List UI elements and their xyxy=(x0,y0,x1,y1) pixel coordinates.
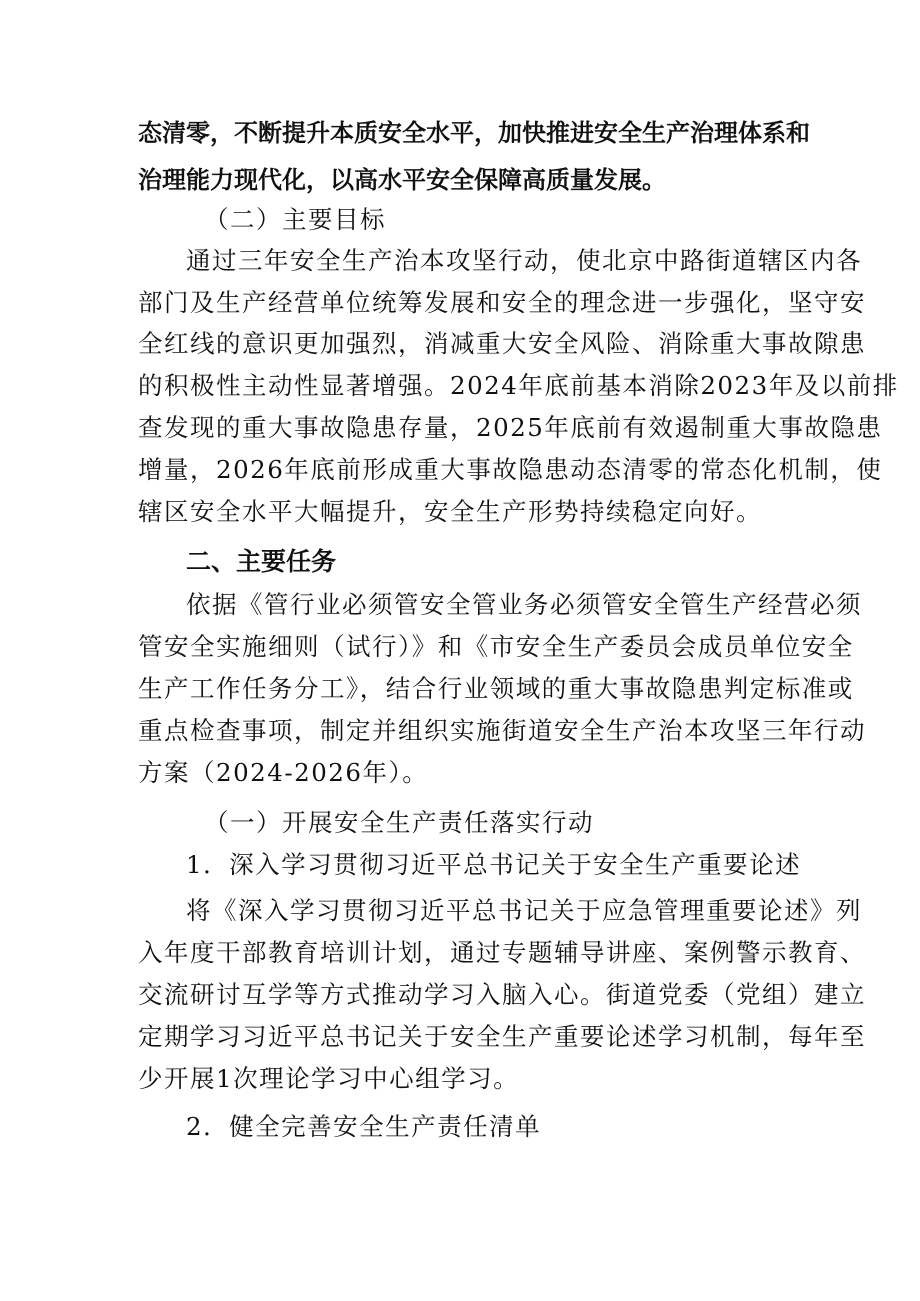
body-line-5: 部门及生产经营单位统筹发展和安全的理念进一步强化，坚守安 xyxy=(138,288,866,317)
body-line-1: 态清零，不断提升本质安全水平，加快推进安全生产治理体系和 xyxy=(138,119,810,147)
section-heading-responsibility: （一）开展安全生产责任落实行动 xyxy=(204,808,594,837)
body-line-21: 交流研讨互学等方式推动学习入脑入心。街道党委（党组）建立 xyxy=(138,980,866,1009)
body-line-6: 全红线的意识更加强烈，消减重大安全风险、消除重大事故隙患 xyxy=(138,329,866,358)
body-line-13: 管安全实施细则（试行）》和《市安全生产委员会成员单位安全 xyxy=(138,632,854,661)
body-line-2: 治理能力现代化，以高水平安全保障高质量发展。 xyxy=(138,166,666,194)
item-heading-2: 2．健全完善安全生产责任清单 xyxy=(186,1112,542,1141)
body-line-20: 入年度干部教育培训计划，通过专题辅导讲座、案例警示教育、 xyxy=(138,938,866,967)
section-heading-main-goals: （二）主要目标 xyxy=(204,205,386,234)
item-heading-1: 1．深入学习贯彻习近平总书记关于安全生产重要论述 xyxy=(186,850,802,879)
body-line-8: 查发现的重大事故隐患存量，2025年底前有效遏制重大事故隐患 xyxy=(138,413,883,442)
body-line-14: 生产工作任务分工》，结合行业领域的重大事故隐患判定标准或 xyxy=(138,674,854,703)
body-line-9: 增量，2026年底前形成重大事故隐患动态清零的常态化机制，使 xyxy=(138,455,883,484)
body-line-10: 辖区安全水平大幅提升，安全生产形势持续稳定向好。 xyxy=(138,497,762,526)
body-line-7: 的积极性主动性显著增强。2024年底前基本消除2023年及以前排 xyxy=(138,371,899,400)
body-line-16: 方案（2024-2026年）。 xyxy=(138,758,429,787)
body-line-15: 重点检查事项，制定并组织实施街道安全生产治本攻坚三年行动 xyxy=(138,716,866,745)
body-line-23: 少开展1次理论学习中心组学习。 xyxy=(138,1064,520,1093)
chapter-heading-main-tasks: 二、主要任务 xyxy=(186,547,337,576)
body-line-12: 依据《管行业必须管安全管业务必须管安全管生产经营必须 xyxy=(186,590,862,619)
body-line-22: 定期学习习近平总书记关于安全生产重要论述学习机制，每年至 xyxy=(138,1022,866,1051)
body-line-19: 将《深入学习贯彻习近平总书记关于应急管理重要论述》列 xyxy=(186,896,862,925)
body-line-4: 通过三年安全生产治本攻坚行动，使北京中路街道辖区内各 xyxy=(186,246,862,275)
